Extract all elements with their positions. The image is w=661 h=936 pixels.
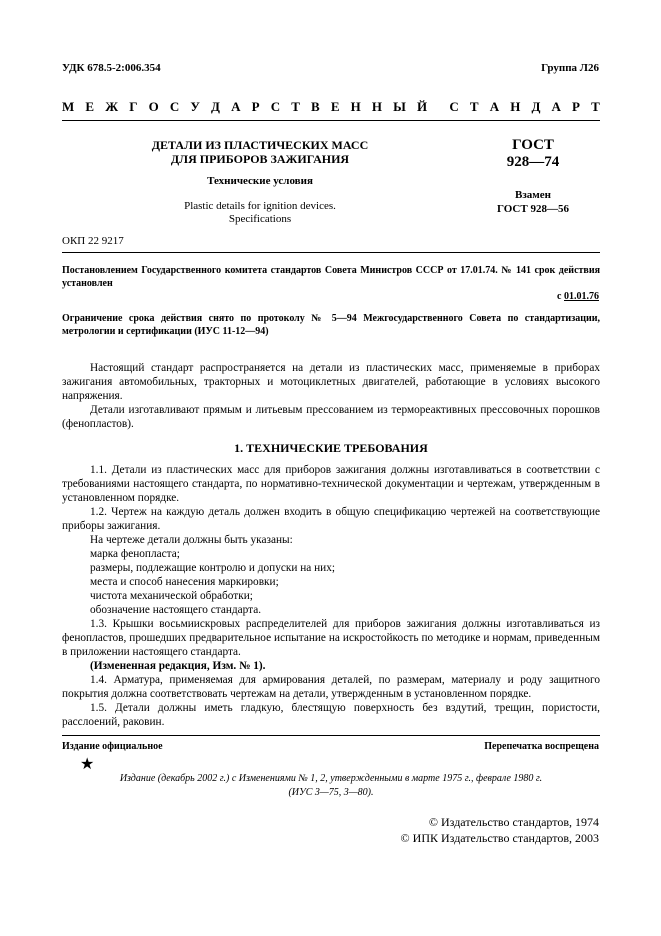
decree-date-prefix: с xyxy=(557,291,564,302)
banner-letter: Д xyxy=(531,99,541,114)
title-divider xyxy=(62,252,600,253)
copyright-block xyxy=(401,814,599,846)
banner-letter: Г xyxy=(129,99,138,114)
paragraph-1-5: 1.5. Детали должны иметь гладкую, блестящую поверхность без вздутий, трещин, пористости, расслоений, раковин. xyxy=(62,702,600,728)
banner-letter: Р xyxy=(251,99,260,114)
list-item: места и способ нанесения маркировки; xyxy=(90,576,279,588)
banner-letter: Е xyxy=(85,99,95,114)
section-heading: 1. ТЕХНИЧЕСКИЕ ТРЕБОВАНИЯ xyxy=(234,441,428,455)
banner-letter: Т xyxy=(469,99,479,114)
list-item: чистота механической обработки; xyxy=(90,590,253,602)
banner-letter: Р xyxy=(572,99,580,114)
banner-letter: Ы xyxy=(393,99,406,114)
gost-number: 928—74 xyxy=(506,154,560,170)
banner-letter: Е xyxy=(330,99,340,114)
list-intro: На чертеже детали должны быть указаны: xyxy=(90,534,293,546)
title-line-2: ДЛЯ ПРИБОРОВ ЗАЖИГАНИЯ xyxy=(170,152,350,166)
list-item: обозначение настоящего стандарта. xyxy=(90,604,262,616)
banner-letter: М xyxy=(62,99,75,114)
banner-letter: Н xyxy=(510,99,521,114)
banner-letter: О xyxy=(148,99,159,114)
edition-note-line-2: (ИУС 3—75, 3—80). xyxy=(288,787,374,798)
star-mark: ★ xyxy=(80,756,95,773)
reprint-notice: Перепечатка воспрещена xyxy=(484,741,599,752)
standard-banner xyxy=(62,99,600,115)
replaces-label: Взамен xyxy=(515,189,551,201)
banner-letter: Ж xyxy=(105,99,119,114)
banner-letter: А xyxy=(231,99,241,114)
okp-code: ОКП 22 9217 xyxy=(62,235,124,247)
section-1-body xyxy=(62,463,600,729)
intro-paragraph-2: Детали изготавливают прямым и литьевым прессованием из термореактивных прессовочных порошков (фенопластов). xyxy=(62,404,600,430)
english-title xyxy=(130,200,390,226)
banner-letter: Т xyxy=(591,99,600,114)
official-edition: Издание официальное xyxy=(62,741,163,752)
gost-label: ГОСТ xyxy=(512,137,554,153)
english-title-line-1: Plastic details for ignition devices. xyxy=(184,200,336,212)
english-title-line-2: Specifications xyxy=(228,213,292,225)
banner-letter: С xyxy=(449,99,459,114)
banner-letter: Т xyxy=(291,99,300,114)
banner-letter: Д xyxy=(211,99,220,114)
banner-letter: У xyxy=(190,99,200,114)
copyright-2003: © ИПК Издательство стандартов, 2003 xyxy=(400,831,599,845)
edition-note xyxy=(62,772,600,800)
banner-letter: Й xyxy=(417,99,428,114)
replaces-value: ГОСТ 928—56 xyxy=(497,203,569,215)
banner-letter: Н xyxy=(350,99,361,114)
banner-letter: А xyxy=(551,99,561,114)
banner-letter: С xyxy=(270,99,281,114)
edition-note-line-1: Издание (декабрь 2002 г.) с Изменениями № 1, 2, утвержденными в марте 1975 г., феврале 1980 г. xyxy=(119,773,543,784)
intro-paragraph-1: Настоящий стандарт распространяется на детали из пластических масс, применяемые в приборах зажигания автомобильных, тракторных и мотоциклетных двигателей, работающие в условиях высокого напряжения. xyxy=(62,362,600,402)
gost-designation xyxy=(488,137,578,171)
header-divider xyxy=(62,120,600,121)
paragraph-1-4: 1.4. Арматура, применяемая для армирования деталей, по размерам, материалу и роду защитного покрытия должна соответствовать чертежам на детали, утвержденным в установленном порядке. xyxy=(62,674,600,700)
list-item: марка фенопласта; xyxy=(90,548,180,560)
group-code: Группа Л26 xyxy=(541,62,599,74)
title-line-1: ДЕТАЛИ ИЗ ПЛАСТИЧЕСКИХ МАСС xyxy=(151,138,369,152)
banner-letter: С xyxy=(169,99,180,114)
decree-text: Постановлением Государственного комитета стандартов Совета Министров СССР от 17.01.74. № 141 срок действия установлен xyxy=(62,265,600,289)
decree-date xyxy=(557,291,599,302)
paragraph-1-2: 1.2. Чертеж на каждую деталь должен входить в общую спецификацию чертежей на соответствующие приборы зажигания. xyxy=(62,506,600,532)
replaces-block xyxy=(478,188,588,216)
banner-letter: Н xyxy=(371,99,382,114)
document-title xyxy=(130,138,390,166)
revision-note: (Измененная редакция, Изм. № 1). xyxy=(90,660,266,672)
udk-code: УДК 678.5-2:006.354 xyxy=(62,62,161,74)
paragraph-1-3: 1.3. Крышки восьмиискровых распределителей для приборов зажигания должны изготавливаться из фенопластов, прошедших предварительное испытание на искростойкость по методике и нормам, приведенным в приложении настоящего стандарта. xyxy=(62,618,600,658)
banner-letter: А xyxy=(489,99,500,114)
list-item: размеры, подлежащие контролю и допуски на них; xyxy=(90,562,336,574)
limitation-text: Ограничение срока действия снято по протоколу № 5—94 Межгосударственного Совета по стандартизации, метрологии и сертификации (ИУС 11-12—94) xyxy=(62,313,600,337)
intro-section xyxy=(62,361,600,431)
copyright-1974: © Издательство стандартов, 1974 xyxy=(428,815,599,829)
document-subtitle: Технические условия xyxy=(207,175,313,187)
paragraph-1-1: 1.1. Детали из пластических масс для приборов зажигания должны изготавливаться в соответствии с требованиями настоящего стандарта, по нормативно-технической документации и чертежам, утвержденным в установленном порядке. xyxy=(62,464,600,504)
banner-letter: В xyxy=(311,99,320,114)
footer-divider xyxy=(62,735,600,736)
decree-date-value: 01.01.76 xyxy=(564,291,599,302)
